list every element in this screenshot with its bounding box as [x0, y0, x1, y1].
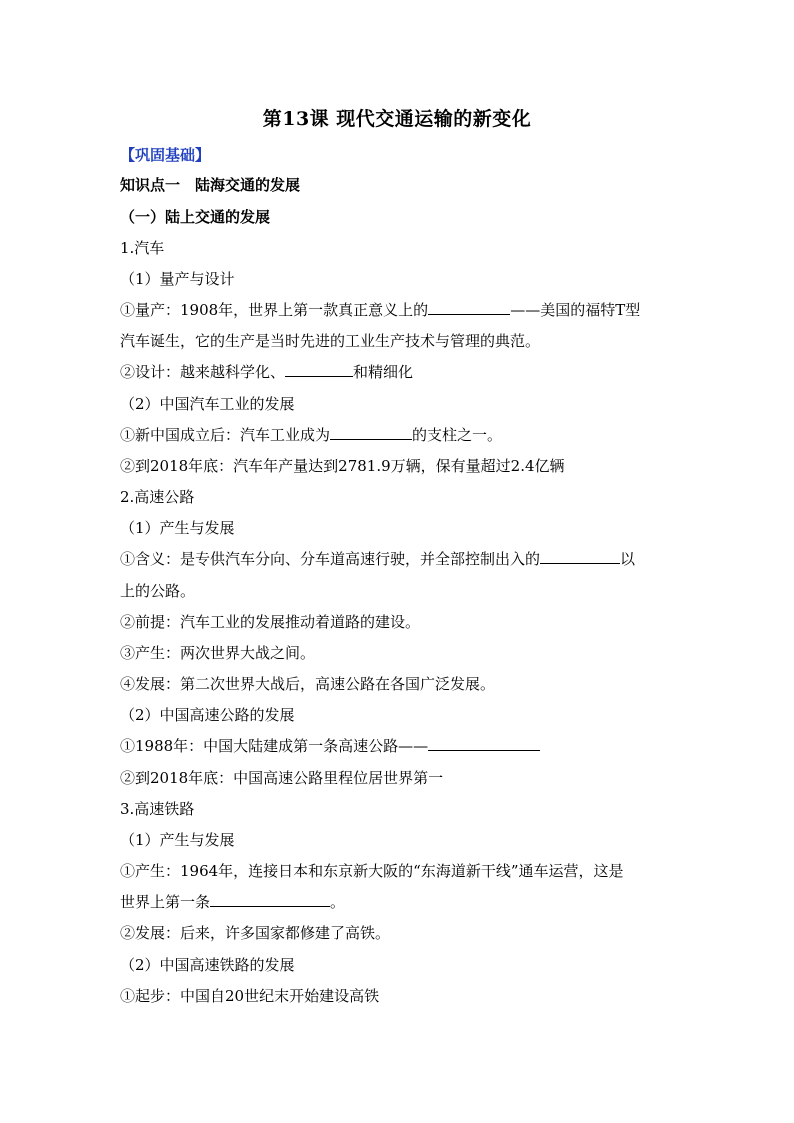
- fill-in-blank[interactable]: [428, 300, 510, 315]
- subtopic-heading: （2）中国高速公路的发展: [120, 706, 295, 724]
- text-line: ②设计：越来越科学化、 和精细化: [120, 363, 414, 381]
- subtopic-heading: （2）中国汽车工业的发展: [120, 395, 295, 413]
- subsection-heading: （一）陆上交通的发展: [120, 208, 271, 226]
- fill-in-blank[interactable]: [210, 892, 330, 907]
- topic-heading: 3.高速铁路: [120, 800, 195, 818]
- text-line: ①起步：中国自20世纪末开始建设高铁: [120, 987, 380, 1005]
- text-line: ①1988年：中国大陆建成第一条高速公路——: [120, 736, 680, 756]
- text-line: ①产生：1964年，连接日本和东京新大阪的“东海道新干线”通车运营，这是: [120, 862, 624, 880]
- text-line: ①量产：1908年，世界上第一款真正意义上的 ——美国的福特T型: [120, 301, 641, 319]
- knowledge-point-heading: 知识点一 陆海交通的发展: [120, 176, 301, 194]
- text-line: 上的公路。: [120, 582, 196, 600]
- text-line: ②发展：后来，许多国家都修建了高铁。: [120, 924, 391, 942]
- subtopic-heading: （1）量产与设计: [120, 270, 235, 288]
- text-line: ②前提：汽车工业的发展推动着道路的建设。: [120, 613, 421, 631]
- text-line: ③产生：两次世界大战之间。: [120, 644, 316, 662]
- fill-in-blank[interactable]: [540, 549, 620, 564]
- text-line: ①新中国成立后：汽车工业成为 的支柱之一。: [120, 426, 503, 444]
- subtopic-heading: （2）中国高速铁路的发展: [120, 956, 295, 974]
- topic-heading: 1.汽车: [120, 239, 165, 257]
- topic-heading: 2.高速公路: [120, 488, 195, 506]
- subtopic-heading: （1）产生与发展: [120, 519, 235, 537]
- text-line: 世界上第一条 。: [120, 893, 346, 911]
- fill-in-blank[interactable]: [285, 362, 353, 377]
- lesson-title: 第13课 现代交通运输的新变化: [262, 108, 532, 130]
- text-line: ④发展：第二次世界大战后，高速公路在各国广泛发展。: [120, 675, 496, 693]
- fill-in-blank[interactable]: [330, 425, 412, 440]
- text-line: ①含义：是专供汽车分向、分车道高速行驶，并全部控制出入的 以: [120, 550, 636, 568]
- fill-in-blank[interactable]: [428, 736, 540, 751]
- text-line: ②到2018年底：汽车年产量达到2781.9万辆，保有量超过2.4亿辆: [120, 457, 565, 475]
- text-line: ②到2018年底：中国高速公路里程位居世界第一: [120, 769, 444, 787]
- subtopic-heading: （1）产生与发展: [120, 831, 235, 849]
- text-line: 汽车诞生，它的生产是当时先进的工业生产技术与管理的典范。: [120, 332, 541, 350]
- section-heading: 【巩固基础】: [120, 146, 211, 164]
